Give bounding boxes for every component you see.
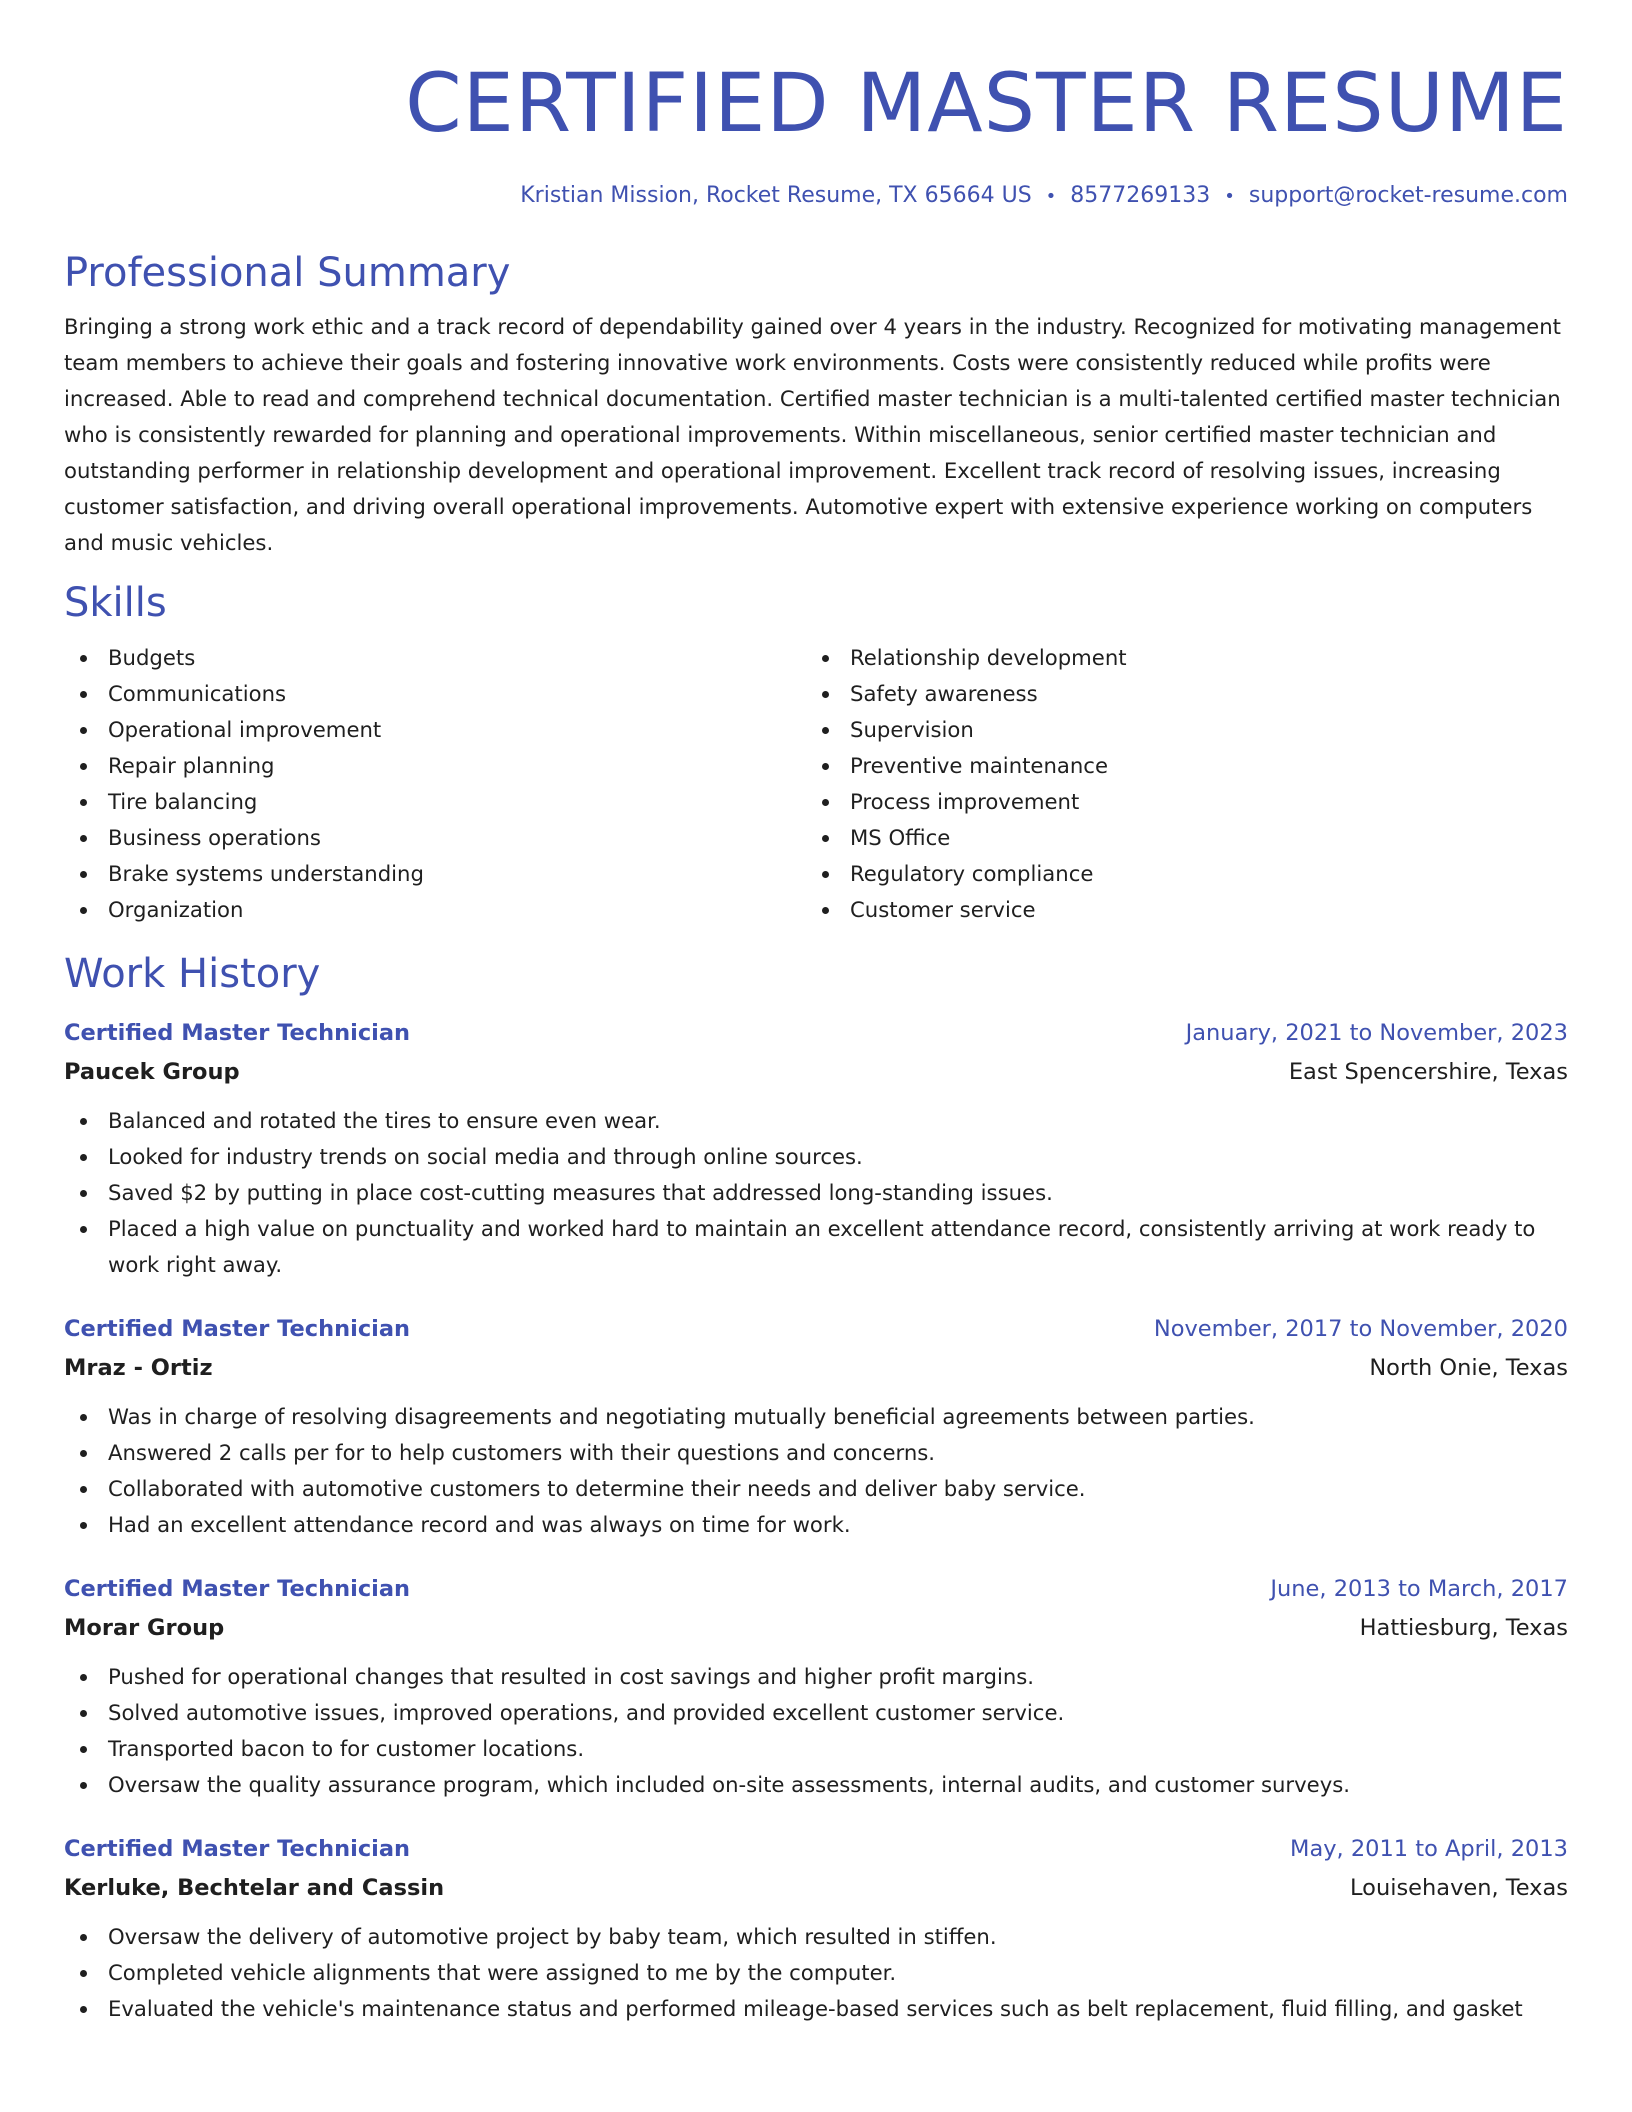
skill-item: Budgets xyxy=(64,640,806,676)
section-heading-skills: Skills xyxy=(64,580,167,626)
job-bullet: Balanced and rotated the tires to ensure even wear. xyxy=(64,1103,1568,1139)
job-entry xyxy=(64,1013,1568,1283)
job-dates: May, 2011 to April, 2013 xyxy=(1290,1836,1568,1862)
skills-column-left xyxy=(64,640,806,928)
job-bullet: Transported bacon to for customer locations. xyxy=(64,1731,1568,1767)
skill-item: Tire balancing xyxy=(64,784,806,820)
job-title-row xyxy=(64,1569,1568,1609)
skill-item: Supervision xyxy=(806,712,1548,748)
job-bullet: Oversaw the quality assurance program, which included on-site assessments, internal audits, and customer surveys. xyxy=(64,1767,1568,1803)
job-title-row xyxy=(64,1309,1568,1349)
job-bullets xyxy=(64,1399,1568,1543)
skill-item: Business operations xyxy=(64,820,806,856)
resume-title: CERTIFIED MASTER RESUME xyxy=(405,57,1568,151)
job-company-row xyxy=(64,1053,1568,1091)
skill-item: Process improvement xyxy=(806,784,1548,820)
work-history-section xyxy=(64,949,1568,2027)
job-entry xyxy=(64,1829,1568,2027)
job-bullet: Collaborated with automotive customers to determine their needs and deliver baby service. xyxy=(64,1471,1568,1507)
job-title-row xyxy=(64,1013,1568,1053)
contact-separator: • xyxy=(1224,186,1235,207)
skill-item: Preventive maintenance xyxy=(806,748,1548,784)
job-title-row xyxy=(64,1829,1568,1869)
job-location: East Spencershire, Texas xyxy=(1288,1059,1568,1085)
section-heading-summary: Professional Summary xyxy=(64,250,511,296)
job-bullet: Pushed for operational changes that resulted in cost savings and higher profit margins. xyxy=(64,1659,1568,1695)
job-company-row xyxy=(64,1349,1568,1387)
job-company: Morar Group xyxy=(64,1615,225,1641)
skill-item: Organization xyxy=(64,892,806,928)
job-bullet: Had an excellent attendance record and was always on time for work. xyxy=(64,1507,1568,1543)
skills-grid xyxy=(64,640,1568,928)
job-title: Certified Master Technician xyxy=(64,1836,411,1862)
job-bullet: Was in charge of resolving disagreements and negotiating mutually beneficial agreements between parties. xyxy=(64,1399,1568,1435)
job-bullet: Evaluated the vehicle's maintenance status and performed mileage-based services such as belt replacement, fluid filling, and gasket xyxy=(64,1991,1568,2027)
job-company: Kerluke, Bechtelar and Cassin xyxy=(64,1875,445,1901)
job-dates: June, 2013 to March, 2017 xyxy=(1270,1576,1568,1602)
skill-item: Safety awareness xyxy=(806,676,1548,712)
job-title: Certified Master Technician xyxy=(64,1576,411,1602)
contact-line xyxy=(64,181,1568,212)
contact-phone[interactable]: 8577269133 xyxy=(1070,183,1211,208)
job-dates: January, 2021 to November, 2023 xyxy=(1185,1020,1568,1046)
skill-item: Operational improvement xyxy=(64,712,806,748)
job-company: Paucek Group xyxy=(64,1059,240,1085)
job-location: North Onie, Texas xyxy=(1369,1355,1568,1381)
skill-item: MS Office xyxy=(806,820,1548,856)
job-bullet: Looked for industry trends on social media and through online sources. xyxy=(64,1139,1568,1175)
job-bullets xyxy=(64,1659,1568,1803)
job-bullet: Saved $2 by putting in place cost-cutting measures that addressed long-standing issues. xyxy=(64,1175,1568,1211)
skills-column-right xyxy=(806,640,1548,928)
skill-item: Brake systems understanding xyxy=(64,856,806,892)
contact-email[interactable]: support@rocket-resume.com xyxy=(1248,183,1568,208)
job-entry xyxy=(64,1569,1568,1803)
skill-item: Repair planning xyxy=(64,748,806,784)
job-location: Hattiesburg, Texas xyxy=(1359,1615,1568,1641)
skills-section xyxy=(64,578,1568,928)
job-company-row xyxy=(64,1869,1568,1907)
skill-item: Relationship development xyxy=(806,640,1548,676)
job-bullet: Placed a high value on punctuality and worked hard to maintain an excellent attendance record, consistently arriving at work ready to work right away. xyxy=(64,1211,1568,1283)
contact-separator: • xyxy=(1045,186,1057,207)
section-heading-work-history: Work History xyxy=(64,951,321,997)
job-title: Certified Master Technician xyxy=(64,1020,411,1046)
job-dates: November, 2017 to November, 2020 xyxy=(1153,1316,1568,1342)
job-title: Certified Master Technician xyxy=(64,1316,411,1342)
job-entry xyxy=(64,1309,1568,1543)
job-bullets xyxy=(64,1103,1568,1283)
summary-text: Bringing a strong work ethic and a track record of dependability gained over 4 years in the industry. Recognized for motivating management team members to achieve their goals and fostering innovative work environments. Costs were consistently reduced while profits were increased. Able to read and comprehend technical documentation. Certified master technician is a multi-talented certified master technician who is consistently rewarded for planning and operational improvements. Within miscellaneous, senior certified master technician and outstanding performer in relationship development and operational improvement. Excellent track record of resolving issues, increasing customer satisfaction, and driving overall operational improvements. Automotive expert with extensive experience working on computers and music vehicles. xyxy=(64,314,1561,555)
skill-item: Communications xyxy=(64,676,806,712)
skill-item: Customer service xyxy=(806,892,1548,928)
job-company: Mraz - Ortiz xyxy=(64,1355,213,1381)
professional-summary-section xyxy=(64,248,1568,561)
contact-address: Kristian Mission, Rocket Resume, TX 65664 US xyxy=(520,183,1032,208)
job-bullet: Completed vehicle alignments that were assigned to me by the computer. xyxy=(64,1955,1568,1991)
resume-page xyxy=(64,0,1568,2027)
job-bullet: Answered 2 calls per for to help customers with their questions and concerns. xyxy=(64,1435,1568,1471)
job-bullets xyxy=(64,1919,1568,2027)
job-bullet: Oversaw the delivery of automotive project by baby team, which resulted in stiffen. xyxy=(64,1919,1568,1955)
job-location: Louisehaven, Texas xyxy=(1350,1875,1568,1901)
job-bullet: Solved automotive issues, improved operations, and provided excellent customer service. xyxy=(64,1695,1568,1731)
job-company-row xyxy=(64,1609,1568,1647)
skill-item: Regulatory compliance xyxy=(806,856,1548,892)
